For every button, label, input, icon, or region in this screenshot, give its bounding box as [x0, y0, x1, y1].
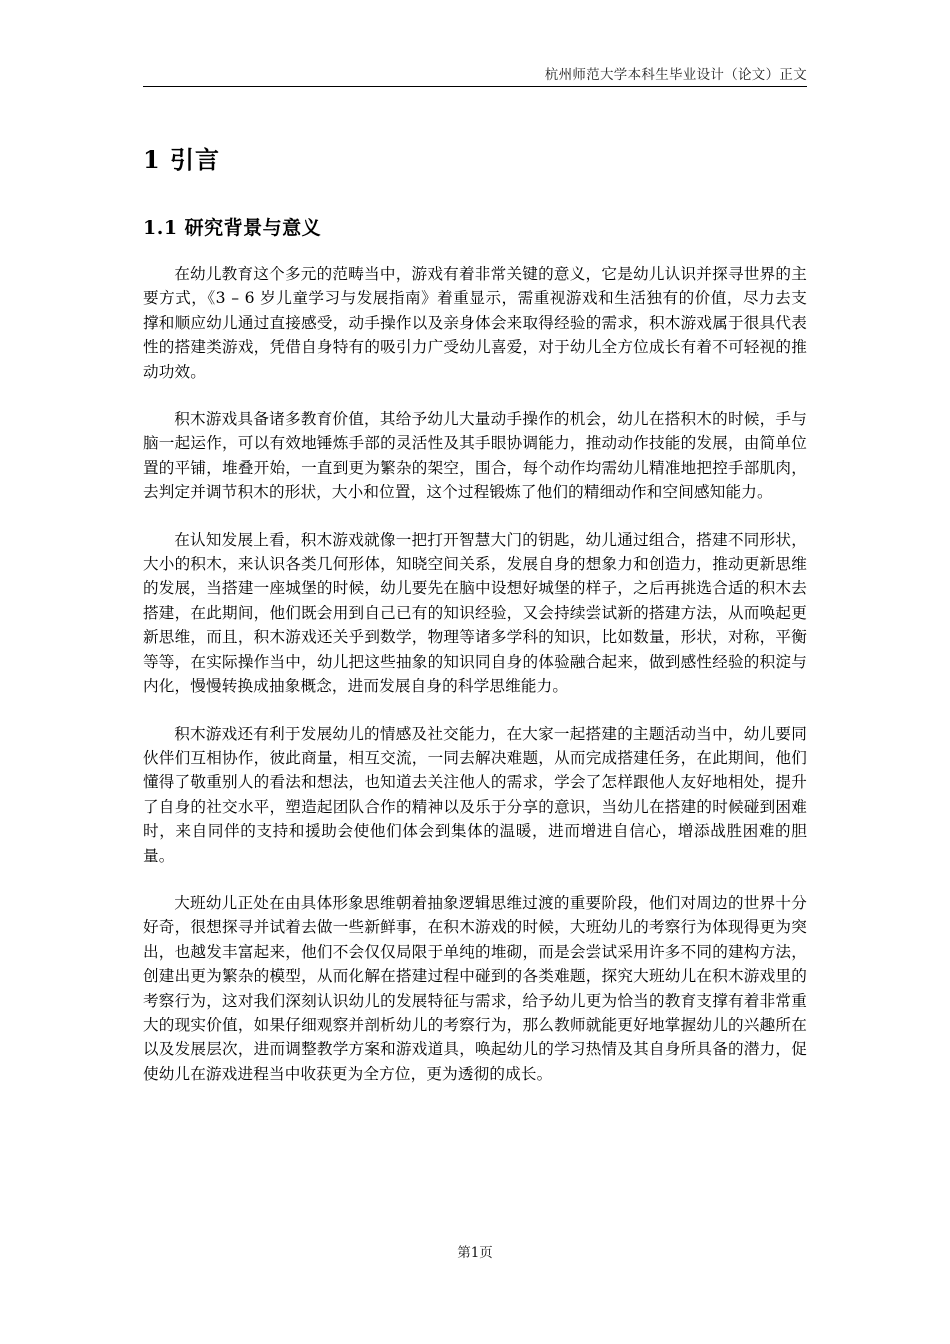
paragraph-1: 在幼儿教育这个多元的范畴当中，游戏有着非常关键的意义，它是幼儿认识并探寻世界的主要方式，《3 – 6 岁儿童学习与发展指南》着重显示，需重视游戏和生活独有的价值，尽力去支撑和顺应幼儿通过直接感受，动手操作以及亲身体会来取得经验的需求，积木游戏属于很具代表性的搭建类游戏，凭借自身特有的吸引力广受幼儿喜爱，对于幼儿全方位成长有着不可轻视的推动功效。 — [143, 265, 807, 381]
paragraph-2: 积木游戏具备诸多教育价值，其给予幼儿大量动手操作的机会，幼儿在搭积木的时候，手与脑一起运作，可以有效地锤炼手部的灵活性及其手眼协调能力，推动动作技能的发展，由简单位置的平铺，堆叠开始，一直到更为繁杂的架空，围合，每个动作均需幼儿精准地把控手部肌肉，去判定并调节积木的形状，大小和位置，这个过程锻炼了他们的精细动作和空间感知能力。 — [143, 410, 807, 502]
running-header: 杭州师范大学本科生毕业设计（论文）正文 — [544, 67, 807, 83]
chapter-title: 1 引言 — [143, 145, 221, 174]
page-number: 第1页 — [457, 1245, 493, 1261]
header-rule — [143, 86, 807, 87]
paragraph-5: 大班幼儿正处在由具体形象思维朝着抽象逻辑思维过渡的重要阶段，他们对周边的世界十分好奇，很想探寻并试着去做一些新鲜事，在积木游戏的时候，大班幼儿的考察行为体现得更为突出，也越发丰富起来，他们不会仅仅局限于单纯的堆砌，而是会尝试采用许多不同的建构方法，创建出更为繁杂的模型，从而化解在搭建过程中碰到的各类难题，探究大班幼儿在积木游戏里的考察行为，这对我们深刻认识幼儿的发展特征与需求，给予幼儿更为恰当的教育支撑有着非常重大的现实价值，如果仔细观察并剖析幼儿的考察行为，那么教师就能更好地掌握幼儿的兴趣所在以及发展层次，进而调整教学方案和游戏道具，唤起幼儿的学习热情及其自身所具备的潜力，促使幼儿在游戏进程当中收获更为全方位，更为透彻的成长。 — [143, 893, 807, 1083]
section-title: 1.1 研究背景与意义 — [143, 217, 322, 239]
body-text — [143, 262, 807, 1109]
paragraph-4: 积木游戏还有利于发展幼儿的情感及社交能力，在大家一起搭建的主题活动当中，幼儿要同伙伴们互相协作，彼此商量，相互交流，一同去解决难题，从而完成搭建任务，在此期间，他们懂得了敬重别人的看法和想法，也知道去关注他人的需求，学会了怎样跟他人友好地相处，提升了自身的社交水平，塑造起团队合作的精神以及乐于分享的意识，当幼儿在搭建的时候碰到困难时，来自同伴的支持和援助会使他们体会到集体的温暖，进而增进自信心，增添战胜困难的胆量。 — [143, 724, 807, 865]
paragraph-3: 在认知发展上看，积木游戏就像一把打开智慧大门的钥匙，幼儿通过组合，搭建不同形状，大小的积木，来认识各类几何形体，知晓空间关系，发展自身的想象力和创造力，推动更新思维的发展，当搭建一座城堡的时候，幼儿要先在脑中设想好城堡的样子，之后再挑选合适的积木去搭建，在此期间，他们既会用到自己已有的知识经验，又会持续尝试新的搭建方法，从而唤起更新思维，而且，积木游戏还关乎到数学，物理等诸多学科的知识，比如数量，形状，对称，平衡等等，在实际操作当中，幼儿把这些抽象的知识同自身的体验融合起来，做到感性经验的积淀与内化，慢慢转换成抽象概念，进而发展自身的科学思维能力。 — [143, 530, 807, 696]
